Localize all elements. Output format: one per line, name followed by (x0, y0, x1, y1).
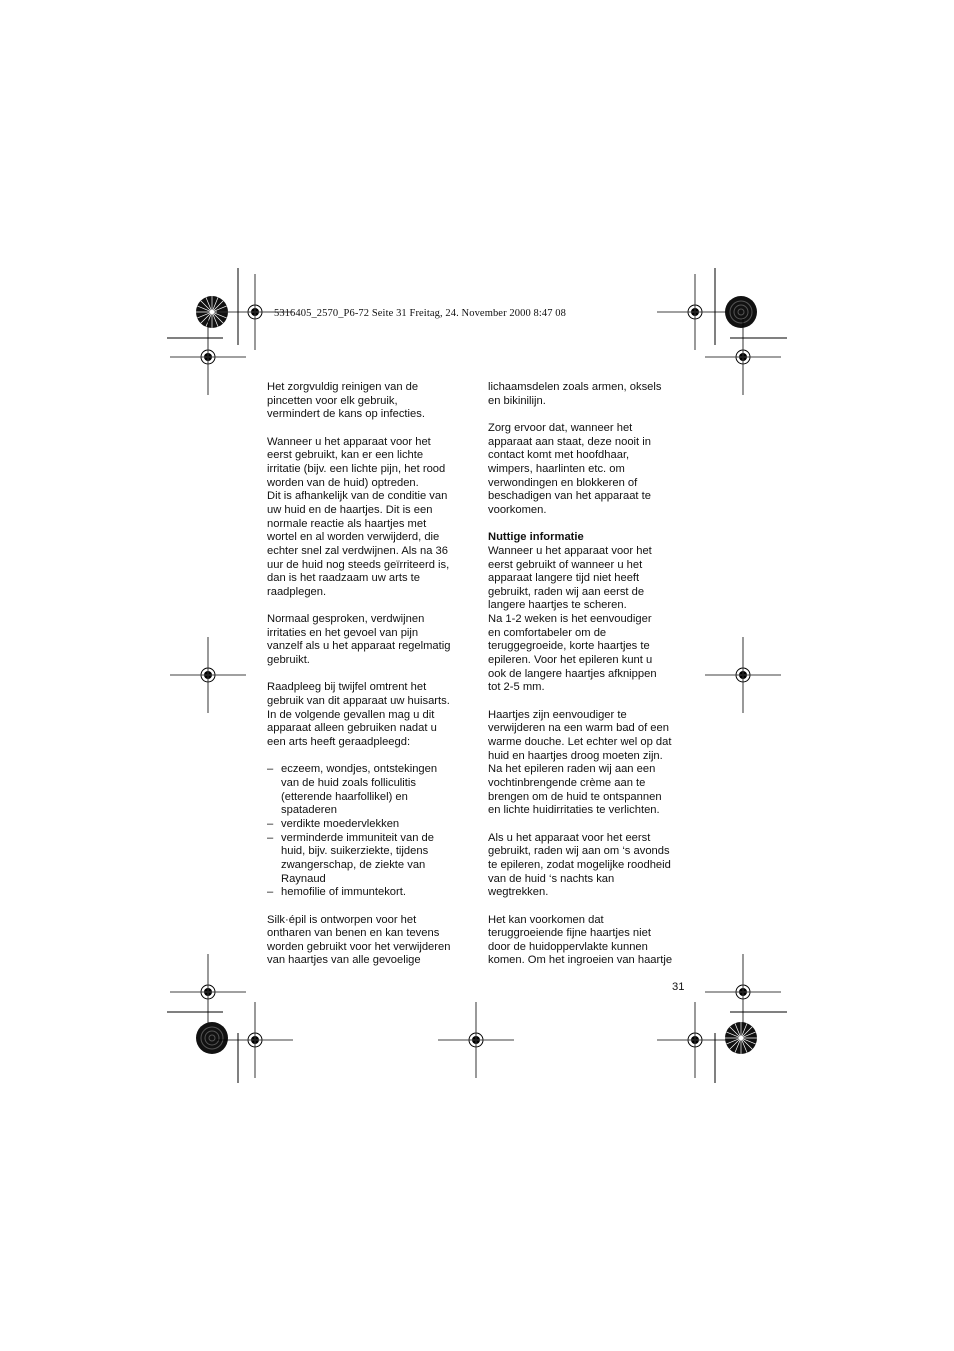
text-line: Wanneer u het apparaat voor het (488, 544, 652, 557)
paragraph (488, 914, 688, 969)
paragraph (267, 613, 467, 668)
registration-mark-icon (657, 274, 733, 350)
text-line: en bikinilijn. (488, 394, 546, 407)
text-line: Het kan voorkomen dat (488, 913, 604, 926)
text-line: door de huidoppervlakte kunnen (488, 940, 648, 953)
section-heading: Nuttige informatie (488, 531, 584, 544)
registration-mark-icon (705, 954, 781, 1030)
text-line: spataderen (281, 804, 337, 817)
text-line: wimpers, haarlinten etc. om (488, 462, 625, 475)
text-line: eerst gebruikt of wanneer u het (488, 558, 643, 571)
text-line: en comfortabeler om de (488, 626, 607, 639)
list-item (267, 832, 467, 887)
text-line: pincetten voor elk gebruik, (267, 394, 398, 407)
text-line: verwijderen na een warm bad of een (488, 722, 669, 735)
registration-mark-icon (705, 637, 781, 713)
text-line: Na het epileren raden wij aan een (488, 763, 656, 776)
text-line: Wanneer u het apparaat voor het (267, 435, 431, 448)
paragraph (488, 545, 688, 695)
list-item (267, 886, 467, 900)
text-line: wortel en al worden verwijderd, die (267, 531, 440, 544)
text-line: en lichte huidirritaties te verlichten. (488, 804, 660, 817)
text-line: huid en haartjes droog moeten zijn. (488, 749, 663, 762)
paragraph (488, 531, 688, 545)
text-line: worden gebruikt voor het verwijderen (267, 940, 451, 953)
text-line: verwondingen en blokkeren of (488, 476, 638, 489)
text-line: zwangerschap, de ziekte van (281, 858, 426, 871)
registration-mark-icon (705, 319, 781, 395)
text-line: Dit is afhankelijk van de conditie van (267, 490, 448, 503)
registration-mark-icon (170, 954, 246, 1030)
contraindication-list (267, 763, 467, 900)
text-line: uur de huid nog steeds geïrriteerd is, (267, 558, 450, 571)
text-line: In de volgende gevallen mag u dit (267, 708, 435, 721)
registration-mark-icon (170, 637, 246, 713)
text-line: irritaties en het gevoel van pijn (267, 626, 419, 639)
text-line: – eczeem, wondjes, ontstekingen (281, 763, 438, 776)
text-line: (etterende haarfollikel) en (281, 790, 408, 803)
text-line: Raadpleeg bij twijfel omtrent het (267, 681, 427, 694)
text-line: Na 1-2 weken is het eenvoudiger (488, 613, 652, 626)
paragraph (488, 422, 688, 518)
right-column (488, 381, 688, 982)
text-line: – verminderde immuniteit van de (281, 831, 434, 844)
text-line: – hemofilie of immuntekort. (281, 886, 406, 899)
text-line: dan is het raadzaam uw arts te (267, 572, 420, 585)
text-line: komen. Om het ingroeien van haartje (488, 954, 673, 967)
paragraph (267, 914, 467, 969)
text-line: apparaat alleen gebruiken nadat u (267, 722, 437, 735)
registration-mark-icon (438, 1002, 514, 1078)
text-line: eerst gebruikt, kan er een lichte (267, 449, 424, 462)
text-line: Het zorgvuldig reinigen van de (267, 381, 419, 393)
paragraph (488, 709, 688, 818)
text-line: van de huid zoals folliculitis (281, 776, 416, 789)
left-column (267, 381, 467, 982)
registration-mark-icon (170, 319, 246, 395)
star-target-icon (725, 1022, 757, 1054)
text-line: Zorg ervoor dat, wanneer het (488, 421, 633, 434)
print-header: 5316405_2570_P6-72 Seite 31 Freitag, 24. November 2000 8:47 08 (274, 308, 567, 319)
text-line: een arts heeft geraadpleegd: (267, 736, 411, 749)
text-line: teruggegroeide, korte haartjes te (488, 640, 650, 653)
text-line: teruggroeiende fijne haartjes niet (488, 927, 651, 940)
text-line: echter snel zal verdwijnen. Als na 36 (267, 544, 448, 557)
crop-marks (167, 268, 787, 1083)
text-line: wegtrekken. (488, 886, 549, 899)
text-line: apparaat langere tijd niet heeft (488, 572, 640, 585)
list-item (267, 763, 467, 818)
text-line: tot 2-5 mm. (488, 681, 545, 694)
text-line: ontharen van benen en kan tevens (267, 927, 440, 940)
page-number: 31 (672, 981, 685, 993)
text-line: vanzelf als u het apparaat regelmatig (267, 640, 451, 653)
text-line: Haartjes zijn eenvoudiger te (488, 708, 627, 721)
text-line: – verdikte moedervlekken (281, 817, 400, 830)
text-line: Normaal gesproken, verdwijnen (267, 613, 425, 626)
list-item (267, 818, 467, 832)
text-line: Silk·épil is ontworpen voor het (267, 913, 417, 926)
text-line: gebruik van dit apparaat uw huisarts. (267, 695, 450, 708)
text-line: vochtinbrengende crème aan te (488, 776, 646, 789)
text-line: Raynaud (281, 872, 326, 885)
concentric-target-icon (725, 296, 757, 328)
text-line: brengen om de huid te ontspannen (488, 790, 662, 803)
text-line: gebruikt. (267, 654, 310, 667)
text-line: lichaamsdelen zoals armen, oksels (488, 381, 662, 393)
text-line: te epileren, zodat mogelijke roodheid (488, 858, 671, 871)
text-line: van haartjes van alle gevoelige (267, 954, 421, 967)
text-line: contact komt met hoofdhaar, (488, 449, 630, 462)
paragraph (267, 681, 467, 749)
text-line: normale reactie als haartjes met (267, 517, 427, 530)
text-line: irritatie (bijv. een lichte pijn, het rood (267, 462, 446, 475)
paragraph (488, 832, 688, 900)
text-line: van de huid ‘s nachts kan (488, 872, 615, 885)
paragraph (267, 436, 467, 600)
text-line: worden van de huid) optreden. (267, 476, 419, 489)
text-line: uw huid en de haartjes. Dit is een (267, 503, 433, 516)
text-line: raadplegen. (267, 585, 327, 598)
text-line: ook de langere haartjes afknippen (488, 667, 657, 680)
concentric-target-icon (196, 1022, 228, 1054)
text-line: beschadigen van het apparaat te (488, 490, 651, 503)
text-line: langere haartjes te scheren. (488, 599, 627, 612)
text-line: epileren. Voor het epileren kunt u (488, 654, 653, 667)
text-line: Als u het apparaat voor het eerst (488, 831, 651, 844)
text-line: gebruikt, raden wij aan om ‘s avonds (488, 845, 670, 858)
text-line: warme douche. Let echter wel op dat (488, 736, 672, 749)
text-line: apparaat aan staat, deze nooit in (488, 435, 651, 448)
registration-mark-icon (657, 1002, 733, 1078)
paragraph (488, 381, 688, 408)
text-line: gebruikt, raden wij aan eerst de (488, 585, 645, 598)
paragraph (267, 381, 467, 422)
text-line: vermindert de kans op infecties. (267, 408, 425, 421)
text-line: voorkomen. (488, 503, 547, 516)
registration-mark-icon (217, 1002, 293, 1078)
text-line: huid, bijv. suikerziekte, tijdens (281, 845, 429, 858)
